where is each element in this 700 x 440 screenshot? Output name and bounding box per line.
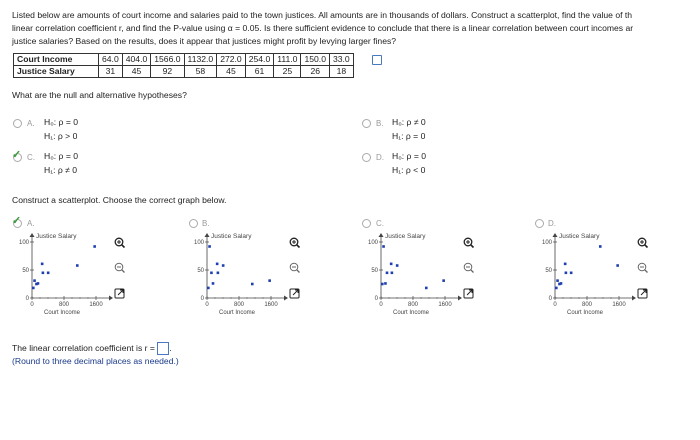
data-point	[382, 245, 385, 248]
q1-radio-a[interactable]	[13, 119, 22, 128]
intro-line-3: justice salaries? Based on the results, does it appear that justices might profit by levying larger fines?	[12, 36, 397, 46]
income-label: Court Income	[14, 54, 99, 66]
q1-a-h0: H₀: ρ = 0	[44, 117, 79, 127]
q1-option-a[interactable]	[44, 115, 78, 143]
q1-option-d[interactable]	[392, 149, 426, 177]
y-tick-label: 100	[367, 240, 378, 246]
graph-title: Justice Salary	[385, 233, 426, 240]
scatterplot-c[interactable]	[357, 230, 517, 330]
q1-c-h1: H₁: ρ ≠ 0	[44, 165, 78, 175]
data-point	[32, 287, 35, 290]
data-point	[425, 287, 428, 290]
graph-title: Justice Salary	[36, 233, 77, 240]
q1-c-h0: H₀: ρ = 0	[44, 151, 79, 161]
data-point	[560, 282, 563, 285]
q3-period: .	[169, 342, 172, 353]
popout-icon[interactable]	[638, 289, 647, 298]
x-tick-label: 1600	[89, 302, 103, 308]
y-tick-label: 100	[193, 240, 204, 246]
salary-cell: 61	[245, 66, 274, 78]
y-tick-label: 50	[22, 268, 29, 274]
q1-d-h1: H₁: ρ < 0	[392, 165, 426, 175]
data-point	[208, 245, 211, 248]
data-point	[42, 272, 45, 275]
salary-cell: 58	[184, 66, 217, 78]
income-cell: 150.0	[301, 54, 330, 66]
q1-option-b[interactable]	[392, 115, 426, 143]
problem-statement	[12, 9, 700, 48]
income-cell: 404.0	[122, 54, 151, 66]
data-point	[564, 263, 567, 266]
graph-xlabel: Court Income	[43, 310, 81, 316]
data-point	[616, 264, 619, 267]
q2-radio-d[interactable]	[535, 219, 544, 228]
y-axis-arrow	[553, 233, 558, 237]
q1-text: What are the null and alternative hypotheses?	[12, 90, 187, 100]
graph-xlabel: Court Income	[392, 310, 430, 316]
y-tick-label: 100	[541, 240, 552, 246]
x-tick-label: 0	[553, 302, 557, 308]
q2-option-a-letter: A.	[27, 219, 35, 228]
graph-title: Justice Salary	[559, 233, 600, 240]
data-point	[442, 279, 445, 282]
graph-xlabel: Court Income	[218, 310, 256, 316]
x-tick-label: 800	[407, 302, 419, 308]
data-point	[390, 263, 393, 266]
data-table	[13, 53, 354, 78]
q1-option-a-letter: A.	[27, 119, 35, 128]
q1-radio-d[interactable]	[362, 153, 371, 162]
x-tick-label: 0	[379, 302, 383, 308]
salary-cell: 25	[274, 66, 301, 78]
popout-icon[interactable]	[115, 289, 124, 298]
salary-label: Justice Salary	[14, 66, 99, 78]
y-tick-label: 100	[18, 240, 29, 246]
y-tick-label: 0	[200, 296, 204, 302]
y-tick-label: 50	[197, 268, 204, 274]
data-point	[386, 272, 389, 275]
data-point	[222, 264, 225, 267]
data-point	[555, 287, 558, 290]
data-point	[47, 272, 50, 275]
salary-cell: 45	[217, 66, 246, 78]
data-point	[212, 282, 215, 285]
x-axis-arrow	[109, 296, 113, 301]
x-tick-label: 800	[581, 302, 593, 308]
data-point	[37, 282, 40, 285]
data-point	[207, 287, 210, 290]
x-tick-label: 0	[30, 302, 34, 308]
x-tick-label: 1600	[438, 302, 452, 308]
x-tick-label: 800	[233, 302, 245, 308]
income-cell: 1566.0	[151, 54, 184, 66]
x-tick-label: 1600	[612, 302, 626, 308]
x-tick-label: 1600	[264, 302, 278, 308]
q1-d-h0: H₀: ρ = 0	[392, 151, 427, 161]
graph-xlabel: Court Income	[566, 310, 604, 316]
income-cell: 33.0	[329, 54, 353, 66]
q1-radio-b[interactable]	[362, 119, 371, 128]
y-axis-arrow	[30, 233, 35, 237]
q1-option-c-letter: C.	[27, 153, 35, 162]
x-axis-arrow	[632, 296, 636, 301]
scatterplot-a[interactable]	[8, 230, 168, 330]
q2-option-b-letter: B.	[202, 219, 210, 228]
data-point	[33, 279, 36, 282]
q1-option-c[interactable]	[44, 149, 78, 177]
zoom-in-icon[interactable]	[290, 238, 299, 247]
q2-option-d-letter: D.	[548, 219, 556, 228]
y-tick-label: 0	[374, 296, 378, 302]
q2-text: Construct a scatterplot. Choose the correct graph below.	[12, 195, 227, 205]
data-point	[217, 272, 220, 275]
y-tick-label: 50	[545, 268, 552, 274]
data-point	[41, 263, 44, 266]
salary-cell: 31	[99, 66, 123, 78]
data-point	[381, 283, 384, 286]
popout-icon[interactable]	[464, 289, 473, 298]
data-point	[210, 272, 213, 275]
data-point	[251, 283, 254, 286]
graph-title: Justice Salary	[211, 233, 252, 240]
income-cell: 64.0	[99, 54, 123, 66]
intro-line-2: linear correlation coefficient r, and find the P-value using α = 0.05. Is there sufficient evidence to conclude that there is a linear correlation between court incomes ar	[12, 23, 634, 33]
zoom-in-icon[interactable]	[115, 238, 124, 247]
y-tick-label: 0	[25, 296, 29, 302]
income-cell: 1132.0	[184, 54, 217, 66]
salary-cell: 18	[329, 66, 353, 78]
q1-a-h1: H₁: ρ > 0	[44, 131, 78, 141]
data-point	[268, 279, 271, 282]
data-point	[93, 245, 96, 248]
checkmark-icon: ✓	[12, 149, 22, 161]
intro-line-1: Listed below are amounts of court income and salaries paid to the town justices. All amounts are in thousands of dollars. Construct a scatterplot, find the value of th	[12, 10, 633, 20]
x-tick-label: 800	[58, 302, 70, 308]
x-tick-label: 0	[205, 302, 209, 308]
salary-cell: 45	[122, 66, 151, 78]
salary-row	[14, 66, 354, 78]
data-point	[570, 272, 573, 275]
income-cell: 111.0	[274, 54, 301, 66]
q2-radio-c[interactable]	[362, 219, 371, 228]
q3-prompt: The linear correlation coefficient is r =	[12, 342, 155, 353]
data-point	[556, 279, 559, 282]
data-point	[76, 264, 79, 267]
q3-note: (Round to three decimal places as needed.)	[12, 356, 179, 366]
q2-option-c-letter: C.	[376, 219, 384, 228]
salary-cell: 92	[151, 66, 184, 78]
checkmark-icon: ✓	[12, 215, 22, 227]
q1-b-h1: H₁: ρ = 0	[392, 131, 426, 141]
data-point	[565, 272, 568, 275]
x-axis-arrow	[284, 296, 288, 301]
income-cell: 254.0	[245, 54, 274, 66]
q1-option-d-letter: D.	[376, 153, 384, 162]
scatterplot-b[interactable]	[183, 230, 343, 330]
zoom-out-icon[interactable]	[115, 263, 124, 272]
y-axis-arrow	[205, 233, 210, 237]
scatterplot-d[interactable]	[531, 230, 691, 330]
zoom-out-icon[interactable]	[638, 263, 647, 272]
zoom-out-icon[interactable]	[290, 263, 299, 272]
y-axis-arrow	[379, 233, 384, 237]
zoom-in-icon[interactable]	[638, 238, 647, 247]
data-point	[216, 263, 219, 266]
income-row	[14, 54, 354, 66]
x-axis-arrow	[458, 296, 462, 301]
data-point	[396, 264, 399, 267]
r-answer-input[interactable]	[157, 342, 172, 355]
data-point	[391, 272, 394, 275]
income-cell: 272.0	[217, 54, 246, 66]
popout-icon[interactable]	[290, 289, 299, 298]
q2-radio-b[interactable]	[189, 219, 198, 228]
salary-cell: 26	[301, 66, 330, 78]
q1-option-b-letter: B.	[376, 119, 384, 128]
y-tick-label: 50	[371, 268, 378, 274]
y-tick-label: 0	[548, 296, 552, 302]
q1-b-h0: H₀: ρ ≠ 0	[392, 117, 426, 127]
zoom-out-icon[interactable]	[464, 263, 473, 272]
zoom-in-icon[interactable]	[464, 238, 473, 247]
data-point	[599, 245, 602, 248]
q3-prompt-line	[12, 342, 172, 355]
data-point	[384, 282, 387, 285]
copy-data-icon[interactable]	[372, 55, 382, 65]
